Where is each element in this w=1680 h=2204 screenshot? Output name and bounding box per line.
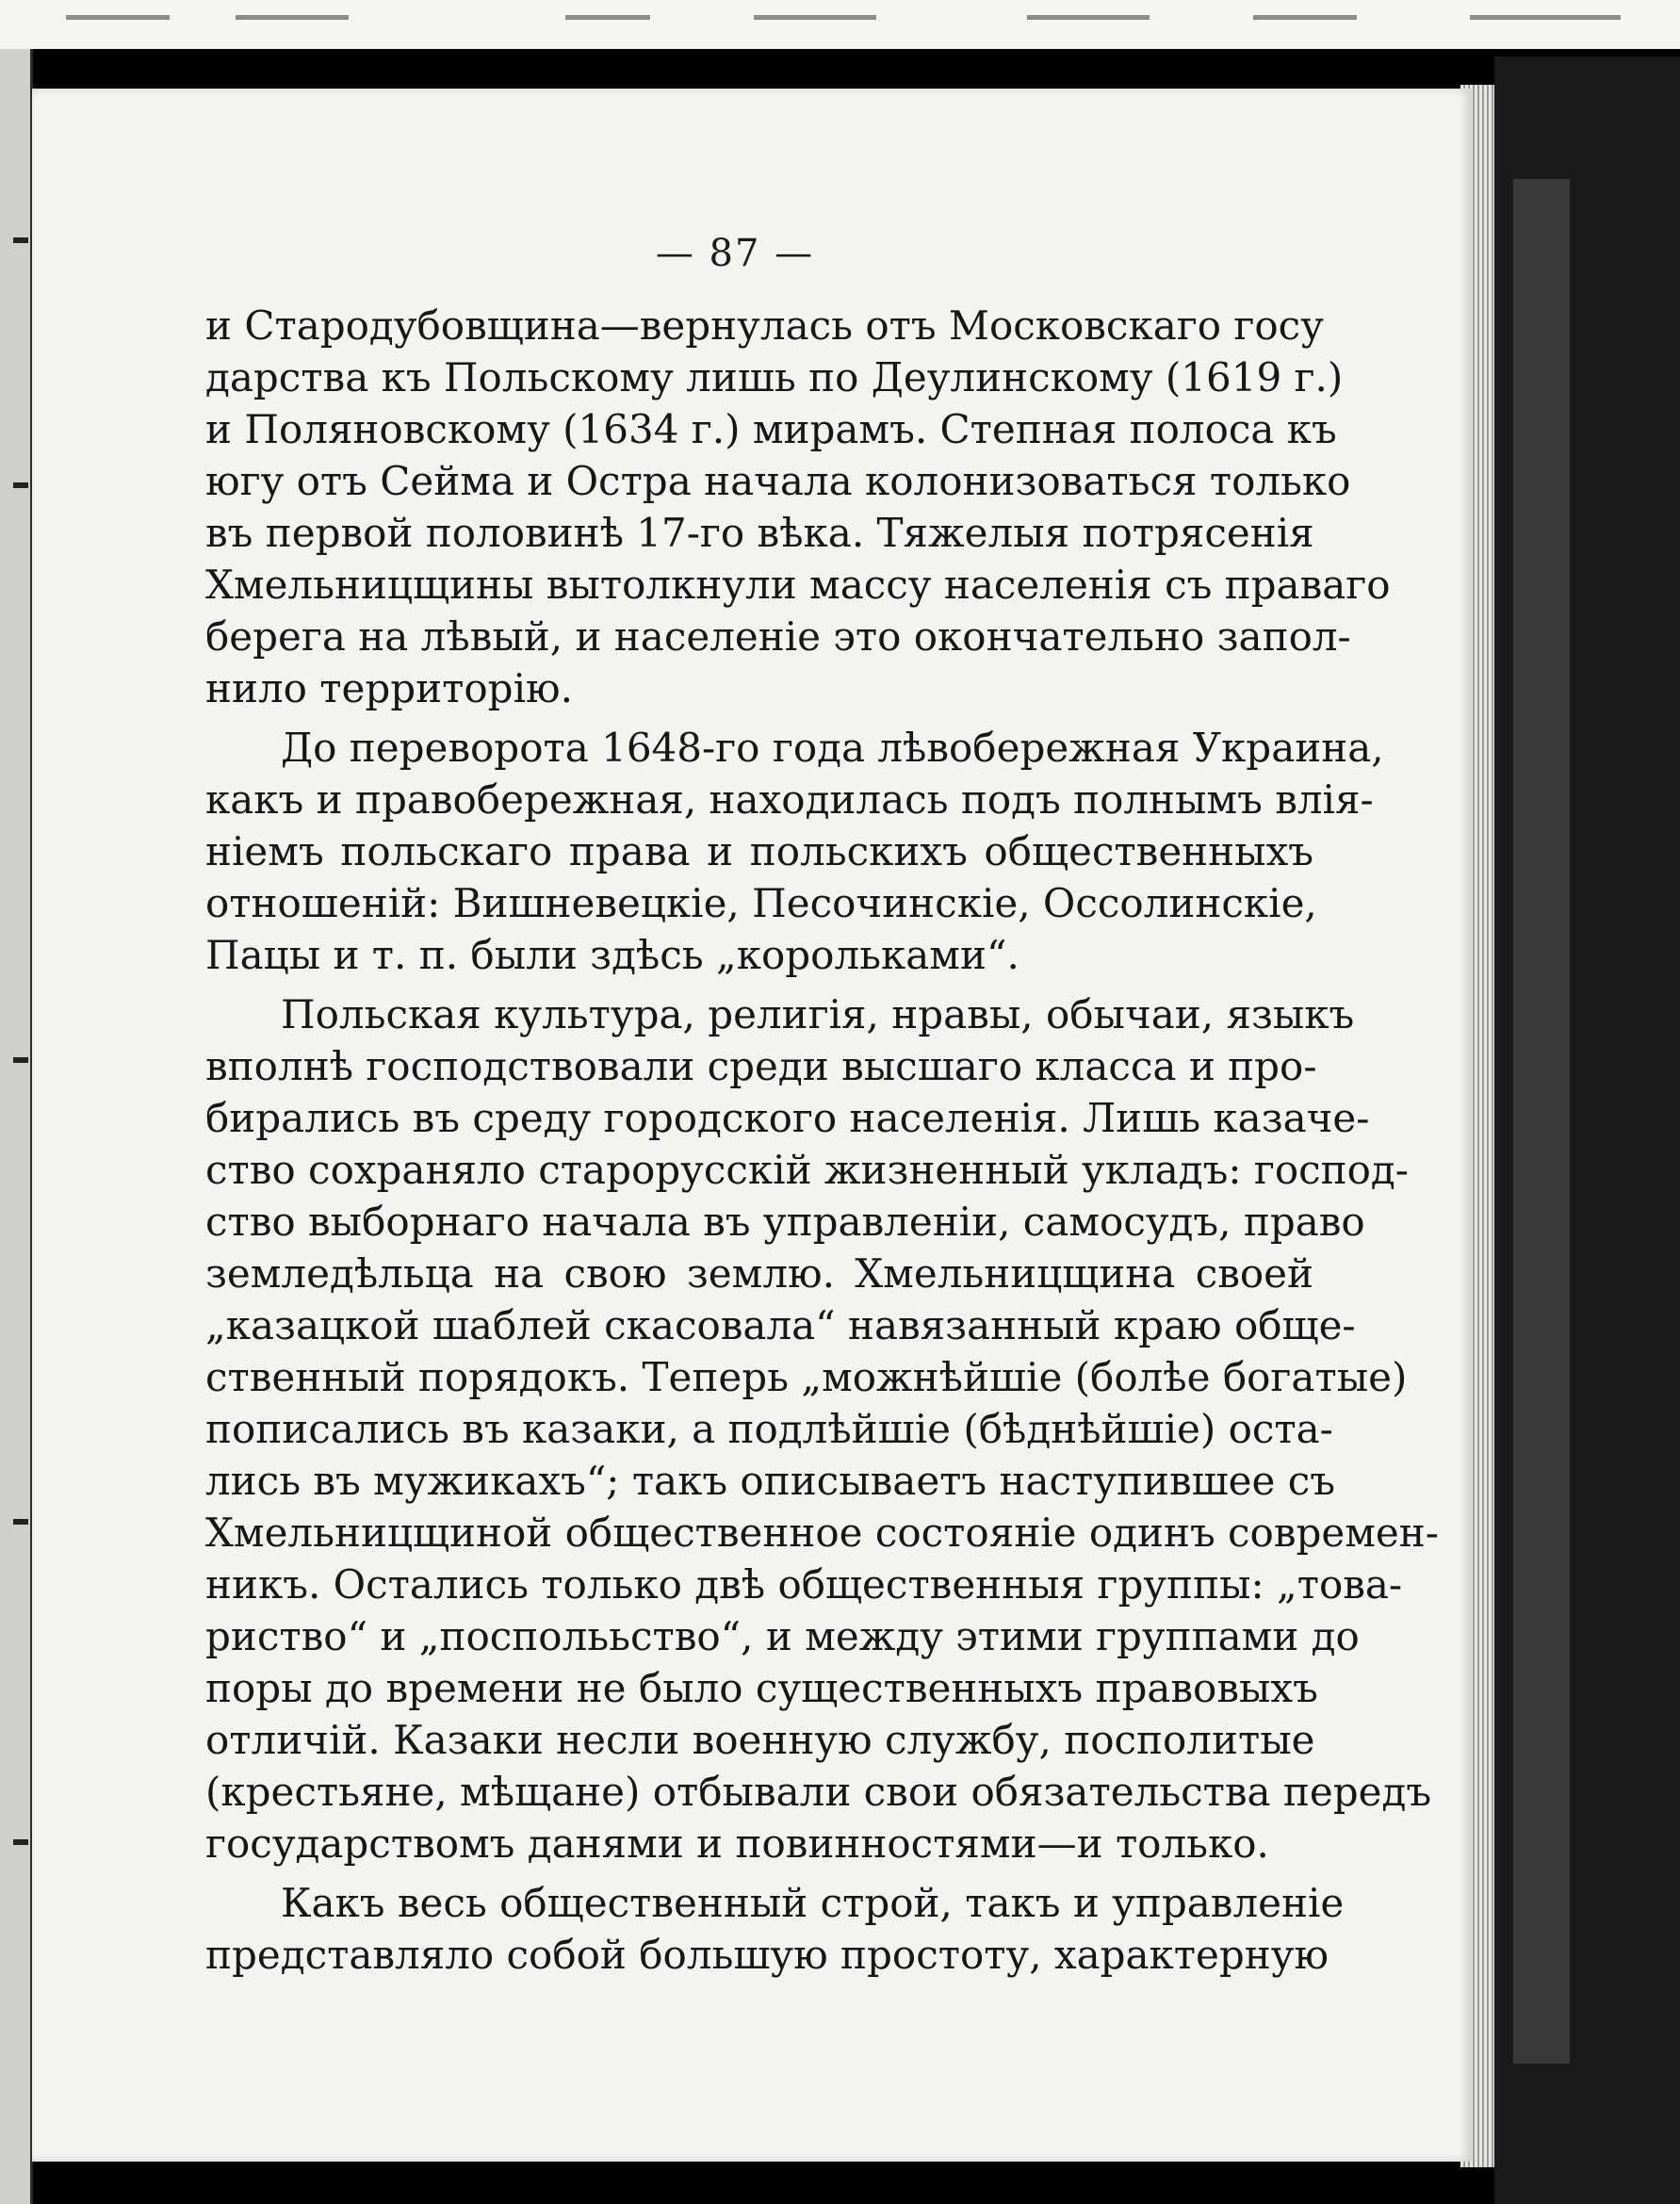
text-line: и Поляновскому (1634 г.) мирамъ. Степная полоса къ: [205, 406, 1337, 452]
text-line: никъ. Остались только двѣ общественныя группы: „това-: [205, 1561, 1403, 1608]
text-line: До переворота 1648-го года лѣвобережная Украина,: [281, 725, 1384, 771]
book-cover-right: [1494, 57, 1680, 2204]
text-line: государствомъ данями и повинностями—и только.: [205, 1820, 1269, 1867]
text-line: ство выборнаго начала въ управленіи, самосудъ, право: [205, 1199, 1365, 1245]
binding-stitch: [13, 1057, 28, 1063]
text-line: и Стародубовщина—вернулась отъ Московскаго госу: [205, 302, 1324, 349]
text-line: Хмельницщиной общественное состояніе одинъ современ-: [205, 1510, 1439, 1556]
binding-stitch: [13, 1839, 28, 1845]
scan-mark: [1470, 15, 1621, 20]
page-text: [205, 300, 1439, 1981]
binding-stitch: [13, 1519, 28, 1525]
text-line: ніемъ польскаго права и польскихъ общественныхъ: [205, 828, 1313, 874]
text-line: ство сохраняло старорусскій жизненный укладъ: господ-: [205, 1147, 1409, 1193]
binding-stitch: [13, 482, 28, 488]
text-line: земледѣльца на свою землю. Хмельницщина своей: [205, 1250, 1313, 1297]
text-line: Хмельницщины вытолкнули массу населенія съ праваго: [205, 562, 1391, 608]
text-line: риство“ и „посполььство“, и между этими группами до: [205, 1613, 1360, 1659]
scan-mark: [1253, 15, 1357, 20]
text-line: представляло собой большую простоту, характерную: [205, 1932, 1329, 1978]
paragraph: [205, 722, 1384, 981]
scan-mark: [66, 15, 170, 20]
text-line: Польская культура, религія, нравы, обычаи, языкъ: [281, 991, 1355, 1037]
text-line: Пацы и т. п. были здѣсь „корольками“.: [205, 932, 1019, 978]
scan-mark: [1027, 15, 1150, 20]
text-line: ственный порядокъ. Теперь „можнѣйшіе (болѣе богатые): [205, 1354, 1408, 1400]
page-number: — 87 —: [655, 232, 815, 275]
text-line: бирались въ среду городского населенія. Лишь казаче-: [205, 1095, 1370, 1141]
paragraph: [205, 988, 1439, 1869]
text-line: отличій. Казаки несли военную службу, посполитые: [205, 1717, 1315, 1763]
scan-mark: [754, 15, 876, 20]
text-line: берега на лѣвый, и населеніе это окончательно запол-: [205, 613, 1351, 660]
text-line: пописались въ казаки, а подлѣйшіе (бѣднѣйшіе) оста-: [205, 1406, 1333, 1452]
scan-mark: [236, 15, 349, 20]
paragraph: [205, 1877, 1345, 1981]
text-line: дарства къ Польскому лишь по Деулинскому (1619 г.): [205, 354, 1344, 400]
text-line: вполнѣ господствовали среди высшаго класса и про-: [205, 1043, 1317, 1089]
text-line: поры до времени не было существенныхъ правовыхъ: [205, 1665, 1318, 1711]
paragraph: [205, 300, 1391, 714]
text-line: нило территорію.: [205, 665, 573, 711]
text-line: Какъ весь общественный строй, такъ и управленіе: [281, 1880, 1345, 1926]
scan-mark: [565, 15, 650, 20]
text-line: лись въ мужикахъ“; такъ описываетъ наступившее съ: [205, 1458, 1335, 1504]
text-line: (крестьяне, мѣщане) отбывали свои обязательства передъ: [205, 1769, 1432, 1815]
cover-strip: [1513, 179, 1570, 2064]
book-binding-left: [0, 49, 33, 2204]
text-line: югу отъ Сейма и Остра начала колонизоваться только: [205, 458, 1351, 504]
text-line: какъ и правобережная, находилась подъ полнымъ влія-: [205, 776, 1374, 823]
text-line: въ первой половинѣ 17-го вѣка. Тяжелыя потрясенія: [205, 510, 1314, 556]
text-line: „казацкой шаблей скасовала“ навязанный краю обще-: [205, 1302, 1356, 1348]
scan-top-border: [0, 0, 1680, 49]
text-line: отношеній: Вишневецкіе, Песочинскіе, Оссолинскіе,: [205, 880, 1317, 926]
